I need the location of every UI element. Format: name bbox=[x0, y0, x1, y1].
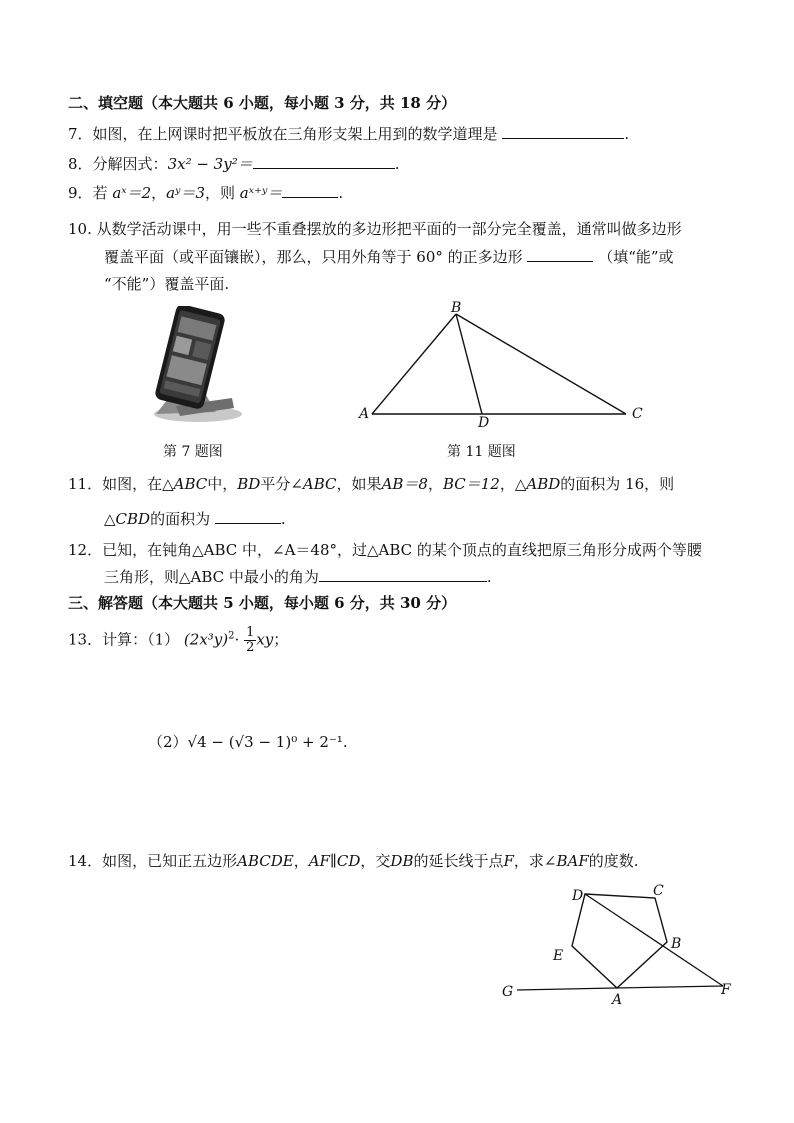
q9-axy: aˣ⁺ʸ＝ bbox=[239, 184, 283, 202]
q13-dot: · bbox=[234, 630, 240, 649]
question-9 bbox=[68, 183, 343, 203]
q10-answer-blank[interactable] bbox=[527, 247, 593, 262]
question-14 bbox=[68, 851, 639, 871]
q11-text-f: ，△ bbox=[499, 475, 527, 493]
q8-expression: 3x² − 3y²＝ bbox=[167, 155, 253, 173]
q11-ab8: AB＝8 bbox=[381, 475, 428, 493]
q14-text-d: 的延长线于点 bbox=[413, 852, 504, 870]
q11-period: . bbox=[280, 510, 286, 528]
question-12-line-1 bbox=[68, 540, 702, 560]
q7-number: 7． bbox=[68, 125, 93, 143]
q13-expr1-xy: xy bbox=[256, 630, 274, 649]
q14-db: DB bbox=[390, 852, 414, 870]
q8-text: 分解因式： bbox=[92, 155, 168, 173]
q11-cbd: CBD bbox=[115, 510, 151, 528]
q13-fraction-half bbox=[244, 626, 256, 655]
q14-baf: BAF bbox=[556, 852, 589, 870]
q10-text-2b: （填“能”或 bbox=[598, 248, 674, 266]
q10-text-1: 从数学活动课中，用一些不重叠摆放的多边形把平面的一部分完全覆盖，通常叫做多边形 bbox=[96, 220, 682, 238]
q11-angle-abc: ABC bbox=[302, 475, 337, 493]
q11-answer-blank[interactable] bbox=[215, 509, 281, 524]
section-3-title: 三、解答题（本大题共 5 小题，每小题 6 分，共 30 分） bbox=[68, 594, 457, 612]
q14-text-a: 如图，已知正五边形 bbox=[102, 852, 238, 870]
q8-period: . bbox=[394, 155, 400, 173]
fig11-label-a: A bbox=[359, 406, 370, 422]
q11-text-b: 中， bbox=[207, 475, 238, 493]
question-7 bbox=[68, 124, 629, 144]
q13-expr2: √4 − (√3 − 1)⁰ + 2⁻¹ bbox=[187, 733, 343, 751]
q10-text-2a: 覆盖平面（或平面镶嵌），那么，只用外角等于 60° 的正多边形 bbox=[104, 248, 523, 266]
q11-text-g: 的面积为 16，则 bbox=[560, 475, 675, 493]
q11-abd: ABD bbox=[526, 475, 561, 493]
q8-answer-blank[interactable] bbox=[253, 154, 395, 169]
q9-ax: aˣ＝2 bbox=[112, 184, 152, 202]
q12-period: . bbox=[486, 568, 492, 586]
q10-number: 10. bbox=[68, 220, 92, 238]
section-2-title: 二、填空题（本大题共 6 小题，每小题 3 分，共 18 分） bbox=[68, 94, 457, 112]
q14-text-e: ，求∠ bbox=[513, 852, 557, 870]
figure-7-phone-stand bbox=[136, 306, 246, 424]
question-10-line-1 bbox=[68, 219, 682, 239]
q13-part2-label: （2） bbox=[148, 733, 188, 751]
q13-text: 计算：（1） bbox=[102, 630, 180, 649]
q11-text-c: 平分∠ bbox=[260, 475, 303, 493]
question-12-line-2 bbox=[104, 567, 492, 587]
q9-text-c: ，则 bbox=[205, 184, 236, 202]
q14-number: 14． bbox=[68, 852, 103, 870]
fig11-label-d: D bbox=[478, 415, 490, 428]
q11-text-a: 如图，在△ bbox=[102, 475, 174, 493]
fig11-label-b: B bbox=[451, 300, 462, 316]
q11-triangle-symbol: △ bbox=[104, 510, 116, 528]
q11-bc12: BC＝12 bbox=[442, 475, 500, 493]
q11-text-2b: 的面积为 bbox=[150, 510, 211, 528]
q14-abcde: ABCDE bbox=[237, 852, 294, 870]
q13-frac-den: 2 bbox=[246, 640, 255, 655]
question-11-line-2 bbox=[104, 509, 286, 529]
fig14-label-e: E bbox=[553, 948, 564, 964]
figure-14-pentagon bbox=[495, 878, 745, 1013]
q13-expr1-base: (2x³y) bbox=[183, 630, 229, 649]
question-11-line-1 bbox=[68, 474, 674, 494]
q9-comma: ， bbox=[151, 184, 167, 202]
q11-text-e: ， bbox=[427, 475, 443, 493]
q11-abc: ABC bbox=[173, 475, 208, 493]
fig14-label-d: D bbox=[572, 888, 584, 904]
question-13-part-2 bbox=[148, 732, 348, 752]
question-10-line-3: “不能”）覆盖平面. bbox=[104, 275, 230, 293]
fig14-label-a: A bbox=[612, 992, 623, 1008]
fig14-label-f: F bbox=[721, 982, 731, 998]
q7-period: . bbox=[624, 125, 630, 143]
q8-number: 8． bbox=[68, 155, 93, 173]
figure-11-caption: 第 11 题图 bbox=[447, 444, 516, 460]
q14-af-cd: AF∥CD bbox=[308, 852, 361, 870]
q14-f: F bbox=[503, 852, 514, 870]
q12-text-2: 三角形，则△ABC 中最小的角为 bbox=[104, 568, 319, 586]
q13-frac-num: 1 bbox=[246, 625, 255, 640]
q9-period: . bbox=[338, 184, 344, 202]
q13-number: 13． bbox=[68, 630, 103, 649]
q12-number: 12． bbox=[68, 541, 103, 559]
q12-answer-blank[interactable] bbox=[319, 567, 487, 582]
fig14-label-b: B bbox=[671, 936, 682, 952]
figure-7-caption: 第 7 题图 bbox=[163, 444, 223, 460]
q14-text-c: ，交 bbox=[360, 852, 391, 870]
q12-text-1: 已知，在钝角△ABC 中，∠A＝48°，过△ABC 的某个顶点的直线把原三角形分成两个等腰 bbox=[102, 541, 702, 559]
q9-text-a: 若 bbox=[92, 184, 108, 202]
q11-bd: BD bbox=[237, 475, 261, 493]
q11-text-d: ，如果 bbox=[336, 475, 382, 493]
fig14-label-c: C bbox=[653, 883, 664, 899]
question-10-line-2 bbox=[104, 247, 674, 267]
q14-text-f: 的度数. bbox=[588, 852, 639, 870]
q11-number: 11． bbox=[68, 475, 103, 493]
q13-part2-period: . bbox=[342, 733, 348, 751]
q13-semicolon: ； bbox=[273, 630, 289, 649]
question-13 bbox=[68, 626, 288, 655]
fig11-label-c: C bbox=[632, 406, 643, 422]
q13-expr1-exp: 2 bbox=[228, 630, 235, 642]
q14-text-b: ， bbox=[293, 852, 309, 870]
q9-number: 9． bbox=[68, 184, 93, 202]
q7-answer-blank[interactable] bbox=[502, 124, 624, 139]
fig14-label-g: G bbox=[502, 984, 514, 1000]
q7-text: 如图，在上网课时把平板放在三角形支架上用到的数学道理是 bbox=[92, 125, 498, 143]
q9-answer-blank[interactable] bbox=[282, 183, 338, 198]
figure-11-triangle bbox=[356, 298, 656, 428]
question-8 bbox=[68, 154, 400, 174]
q9-ay: aʸ＝3 bbox=[166, 184, 205, 202]
